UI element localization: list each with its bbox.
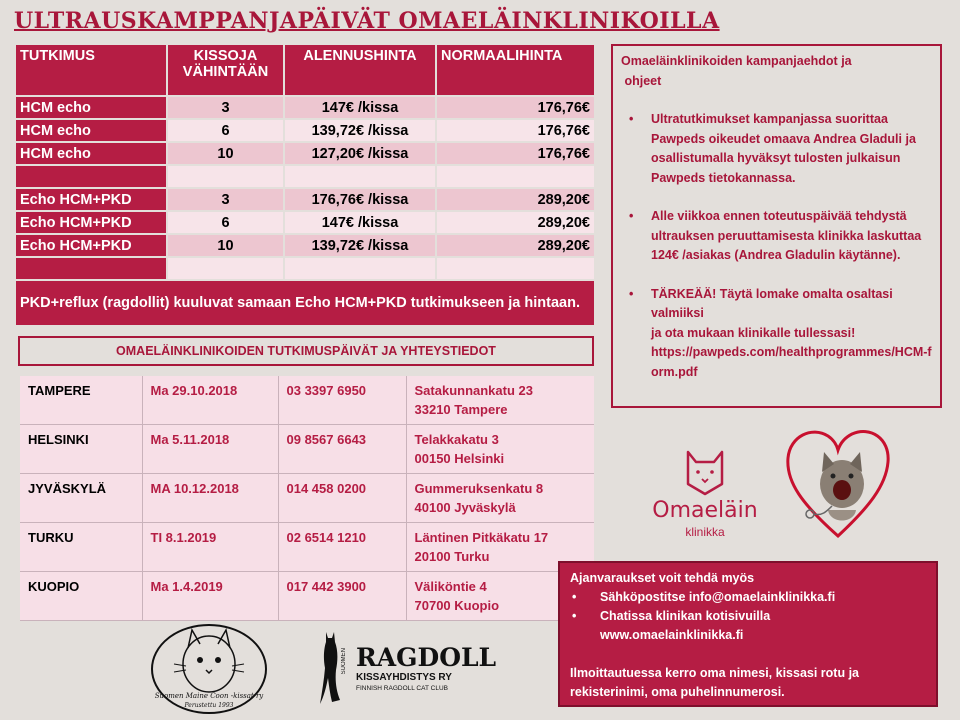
clinic-city: HELSINKI <box>20 425 142 474</box>
ragdoll-subtitle-en: FINNISH RAGDOLL CAT CLUB <box>356 685 448 692</box>
clinic-street: Telakkakatu 3 <box>414 432 499 447</box>
clinic-street: Väliköntie 4 <box>414 579 487 594</box>
clinic-city: TAMPERE <box>20 376 142 425</box>
booking-chat: • Chatissa klinikan kotisivuilla <box>570 607 926 626</box>
clinic-postal: 70700 Kuopio <box>414 598 500 613</box>
terms-intro-line: Omaeläinklinikoiden kampanjaehdot ja <box>621 54 852 68</box>
clinic-postal: 20100 Turku <box>414 549 490 564</box>
clinic-row <box>20 523 594 572</box>
clinic-street: Satakunnankatu 23 <box>414 383 533 398</box>
discount-price: 139,72€ /kissa <box>285 235 435 256</box>
min-cats: 10 <box>168 235 283 256</box>
clinic-row <box>20 572 594 621</box>
clinic-phone: 014 458 0200 <box>278 474 406 523</box>
clinic-city: KUOPIO <box>20 572 142 621</box>
test-name: Echo HCM+PKD <box>16 212 166 233</box>
clinic-address <box>406 376 594 425</box>
discount-price: 147€ /kissa <box>285 212 435 233</box>
clinic-postal: 33210 Tampere <box>414 402 508 417</box>
campaign-terms-box <box>611 44 942 408</box>
clinic-date: Ma 5.11.2018 <box>142 425 278 474</box>
clinic-date: Ma 1.4.2019 <box>142 572 278 621</box>
normal-price: 176,76€ <box>437 143 594 164</box>
booking-intro: Ajanvaraukset voit tehdä myös <box>570 571 755 585</box>
price-note: PKD+reflux (ragdollit) kuuluvat samaan Echo HCM+PKD tutkimukseen ja hintaan. <box>16 281 594 325</box>
maine-club-year: Perustettu 1993 <box>184 702 234 709</box>
maine-coon-club-logo <box>148 622 270 716</box>
min-cats: 3 <box>168 189 283 210</box>
clinic-street: Gummeruksenkatu 8 <box>414 481 544 496</box>
ragdoll-club-logo <box>318 630 497 706</box>
clinics-section-header: OMAELÄINKLINIKOIDEN TUTKIMUSPÄIVÄT JA YHTEYSTIEDOT <box>18 336 594 366</box>
omaelain-brand: Omaeläin <box>652 498 758 523</box>
normal-price: 289,20€ <box>437 212 594 233</box>
table-row <box>16 212 594 233</box>
min-cats: 6 <box>168 212 283 233</box>
min-cats <box>168 166 283 187</box>
ragdoll-prefix: SUOMEN <box>341 648 347 675</box>
test-name: HCM echo <box>16 97 166 118</box>
maine-club-name: Suomen Maine Coon -kissat ry <box>154 692 264 700</box>
header-normaalihinta: NORMAALIHINTA <box>437 45 594 95</box>
clinic-phone: 017 442 3900 <box>278 572 406 621</box>
terms-item: • Alle viikkoa ennen toteutuspäivää tehdystä ultrauksen peruuttamisesta klinikka laskuttaa 124€ /asiakas (Andrea Gladulin käytänne). <box>621 207 932 266</box>
clinic-address <box>406 425 594 474</box>
table-row <box>16 189 594 210</box>
ragdoll-subtitle: KISSAYHDISTYS RY <box>356 672 452 683</box>
test-name: HCM echo <box>16 143 166 164</box>
booking-info-box <box>558 561 938 707</box>
min-cats: 10 <box>168 143 283 164</box>
website-link[interactable]: www.omaelainklinikka.fi <box>600 628 744 642</box>
omaelain-sub: klinikka <box>685 525 725 539</box>
discount-price <box>285 166 435 187</box>
clinic-date: TI 8.1.2019 <box>142 523 278 572</box>
terms-list <box>621 110 932 382</box>
booking-email[interactable]: • Sähköpostitse info@omaelainklinikka.fi <box>570 588 926 607</box>
table-row-spacer <box>16 258 594 279</box>
clinic-postal: 40100 Jyväskylä <box>414 500 516 515</box>
test-name: Echo HCM+PKD <box>16 235 166 256</box>
terms-intro <box>621 52 932 91</box>
terms-item: • Ultratutkimukset kampanjassa suorittaa Pawpeds oikeudet omaava Andrea Gladuli ja osallistumalla hyväksyt tulosten julkaisun Pawpeds tietokannassa. <box>621 110 932 188</box>
discount-price <box>285 258 435 279</box>
min-cats <box>168 258 283 279</box>
clinic-row <box>20 376 594 425</box>
page-title: ULTRAUSKAMPPANJAPÄIVÄT OMAELÄINKLINIKOILLA <box>14 8 720 34</box>
clinic-city: TURKU <box>20 523 142 572</box>
cat-heart-image <box>782 424 894 540</box>
form-link[interactable]: https://pawpeds.com/healthprogrammes/HCM-form.pdf <box>651 345 932 379</box>
important-line: ja ota mukaan klinikalle tullessasi! <box>651 325 856 340</box>
omaelainklinikka-logo <box>650 448 760 544</box>
table-row <box>16 143 594 164</box>
cat-face-icon <box>650 448 760 498</box>
normal-price: 289,20€ <box>437 235 594 256</box>
clinic-postal: 00150 Helsinki <box>414 451 505 466</box>
table-note-row <box>16 281 594 325</box>
test-name <box>16 258 166 279</box>
important-line: • TÄRKEÄÄ! Täytä lomake omalta osaltasi valmiiksi <box>651 286 893 320</box>
test-name <box>16 166 166 187</box>
table-row <box>16 97 594 118</box>
booking-footer: Ilmoittautuessa kerro oma nimesi, kissasi rotu ja rekisterinimi, oma puhelinnumerosi. <box>570 666 859 699</box>
test-name: Echo HCM+PKD <box>16 189 166 210</box>
clinic-street: Läntinen Pitkäkatu 17 <box>414 530 549 545</box>
clinic-phone: 03 3397 6950 <box>278 376 406 425</box>
ragdoll-word: RAGDOLL <box>356 643 497 672</box>
clinic-row <box>20 474 594 523</box>
test-name: HCM echo <box>16 120 166 141</box>
header-alennushinta: ALENNUSHINTA <box>285 45 435 95</box>
price-table <box>14 43 596 327</box>
header-tutkimus: TUTKIMUS <box>16 45 166 95</box>
normal-price <box>437 166 594 187</box>
discount-price: 147€ /kissa <box>285 97 435 118</box>
normal-price <box>437 258 594 279</box>
booking-list <box>570 588 926 626</box>
normal-price: 176,76€ <box>437 120 594 141</box>
clinic-city: JYVÄSKYLÄ <box>20 474 142 523</box>
header-kissoja-vahintaan: KISSOJA VÄHINTÄÄN <box>168 45 283 95</box>
table-row <box>16 235 594 256</box>
min-cats: 6 <box>168 120 283 141</box>
clinic-address <box>406 474 594 523</box>
normal-price: 176,76€ <box>437 97 594 118</box>
normal-price: 289,20€ <box>437 189 594 210</box>
price-table-header-row <box>16 45 594 95</box>
discount-price: 127,20€ /kissa <box>285 143 435 164</box>
clinic-table <box>20 376 594 621</box>
discount-price: 176,76€ /kissa <box>285 189 435 210</box>
table-row <box>16 120 594 141</box>
clinic-phone: 09 8567 6643 <box>278 425 406 474</box>
clinic-phone: 02 6514 1210 <box>278 523 406 572</box>
clinic-row <box>20 425 594 474</box>
cat-silhouette-icon <box>318 630 342 706</box>
min-cats: 3 <box>168 97 283 118</box>
terms-intro-line: ohjeet <box>621 73 662 88</box>
discount-price: 139,72€ /kissa <box>285 120 435 141</box>
clinic-date: MA 10.12.2018 <box>142 474 278 523</box>
table-row-spacer <box>16 166 594 187</box>
clinic-date: Ma 29.10.2018 <box>142 376 278 425</box>
terms-item-important <box>621 285 932 383</box>
